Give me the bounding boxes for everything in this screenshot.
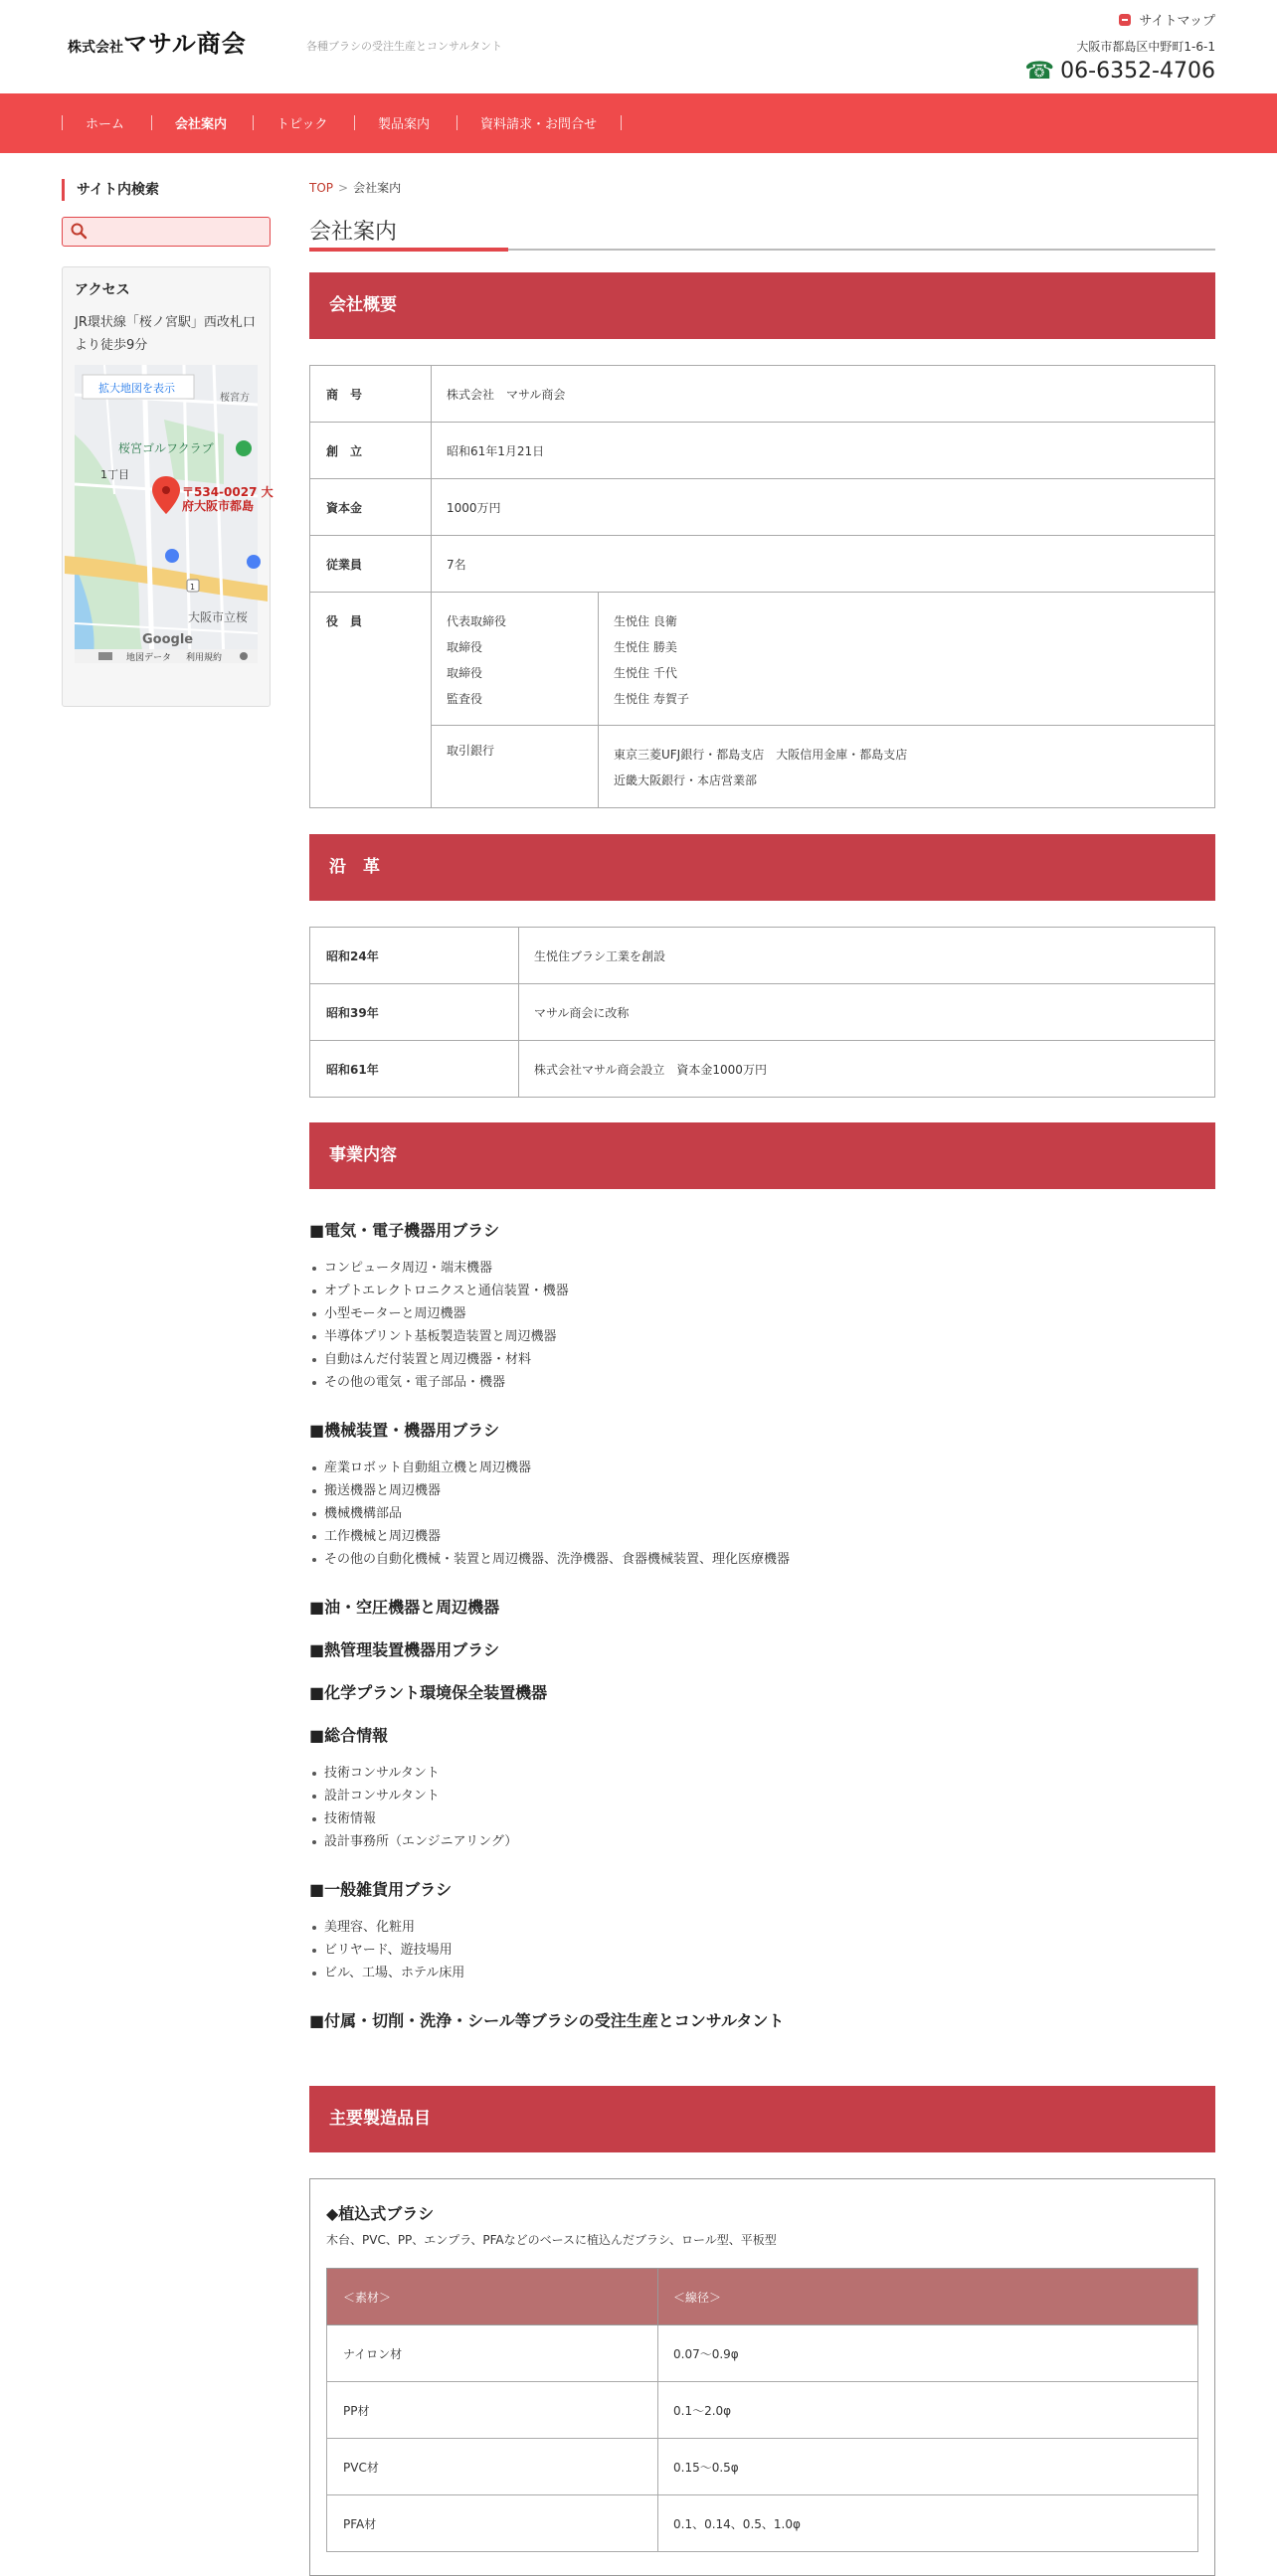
access-directions: JR環状線「桜ノ宮駅」西改札口より徒歩9分 <box>75 315 256 353</box>
history-year: 昭和39年 <box>310 984 519 1041</box>
phone-number-text: 06-6352-4706 <box>1060 58 1215 84</box>
table-value-name: 株式会社 マサル商会 <box>432 366 1215 423</box>
title-underline-accent <box>309 248 508 252</box>
table-label-officers: 役 員 <box>310 593 432 808</box>
map-label-golf: 桜宮ゴルフクラブ <box>118 441 214 455</box>
logo-small-text: 株式会社 <box>68 40 123 56</box>
business-subheading-household: ■一般雑貨用ブラシ <box>309 1880 453 1899</box>
history-event: 生悦住ブラシ工業を創設 <box>519 928 1215 984</box>
list-item: 小型モーターと周辺機器 <box>309 1302 569 1325</box>
officer-name: 生悦住 勝美 <box>614 640 677 654</box>
table-row <box>310 726 1215 808</box>
list-item: ビリヤード、遊技場用 <box>309 1939 464 1962</box>
business-list-electrical <box>309 1257 569 1394</box>
table-row <box>310 928 1215 984</box>
business-subheading-thermal: ■熱管理装置機器用ブラシ <box>309 1640 500 1659</box>
product-planted-brush-box <box>309 2178 1215 2576</box>
table-label-capital: 資本金 <box>310 479 432 536</box>
company-address: 大阪市都島区中野町1-6-1 <box>1076 40 1215 54</box>
search-icon[interactable] <box>71 223 87 239</box>
company-overview-table <box>309 365 1215 808</box>
officer-name: 生悦住 千代 <box>614 666 677 680</box>
business-list-household <box>309 1916 464 1984</box>
svg-text:1: 1 <box>190 583 196 592</box>
sitemap-icon <box>1119 14 1131 26</box>
site-search-box <box>62 217 271 247</box>
bank-line: 近畿大阪銀行・本店営業部 <box>614 773 758 787</box>
table-label-founded: 創 立 <box>310 423 432 479</box>
search-input[interactable] <box>92 221 262 243</box>
bank-line: 東京三菱UFJ銀行・都島支店 大阪信用金庫・都島支店 <box>614 748 908 762</box>
nav-divider <box>621 115 622 130</box>
sitemap-link[interactable] <box>1119 10 1215 29</box>
table-label-name: 商 号 <box>310 366 432 423</box>
business-list-machinery <box>309 1457 790 1571</box>
phone-number[interactable] <box>1024 57 1215 85</box>
officer-name: 生悦住 良衛 <box>614 614 677 628</box>
business-subheading-chemical: ■化学プラント環境保全装置機器 <box>309 1683 548 1702</box>
list-item: その他の自動化機械・装置と周辺機器、洗浄機器、食器機械装置、理化医療機器 <box>309 1548 790 1571</box>
list-item: その他の電気・電子部品・機器 <box>309 1371 569 1394</box>
product-material: PFA材 <box>327 2495 658 2552</box>
table-row <box>327 2382 1198 2439</box>
product-diameter: 0.07～0.9φ <box>658 2325 1198 2382</box>
list-item: 機械機構部品 <box>309 1502 790 1525</box>
table-value-bank <box>599 726 1215 808</box>
product-material: PP材 <box>327 2382 658 2439</box>
map-pin-label-2: 府大阪市都島 <box>182 499 255 513</box>
product-diameter: 0.1、0.14、0.5、1.0φ <box>658 2495 1198 2552</box>
list-item: 搬送機器と周辺機器 <box>309 1479 790 1502</box>
table-row <box>310 366 1215 423</box>
history-event: 株式会社マサル商会設立 資本金1000万円 <box>519 1041 1215 1098</box>
list-item: 自動はんだ付装置と周辺機器・材料 <box>309 1348 569 1371</box>
officer-role: 取締役 <box>447 640 483 654</box>
history-event: マサル商会に改称 <box>519 984 1215 1041</box>
table-row <box>310 984 1215 1041</box>
table-row <box>327 2439 1198 2495</box>
section-heading-history: 沿 革 <box>309 834 1215 901</box>
table-row <box>327 2495 1198 2552</box>
phone-icon: ☎ <box>1024 57 1055 85</box>
map-pin-label-1: 〒534-0027 大 <box>182 485 274 499</box>
list-item: 設計事務所（エンジニアリング） <box>309 1830 517 1853</box>
table-row <box>310 593 1215 726</box>
list-item: 技術コンサルタント <box>309 1762 517 1785</box>
breadcrumb-separator: > <box>338 181 349 195</box>
map-data-link[interactable]: 地図データ <box>126 653 172 663</box>
page-title: 会社案内 <box>309 220 398 245</box>
map-label-chome: 1丁目 <box>100 468 129 481</box>
product-diameter: 0.1～2.0φ <box>658 2382 1198 2439</box>
site-tagline: 各種ブラシの受注生産とコンサルタント <box>306 40 503 53</box>
table-label-bank: 取引銀行 <box>432 726 599 808</box>
google-map[interactable] <box>75 365 274 663</box>
breadcrumb-top-link[interactable]: TOP <box>309 181 334 195</box>
map-graphic[interactable] <box>75 365 274 663</box>
list-item: ビル、工場、ホテル床用 <box>309 1962 464 1984</box>
product-diameter: 0.15～0.5φ <box>658 2439 1198 2495</box>
history-table <box>309 927 1215 1098</box>
officer-name: 生悦住 寿賀子 <box>614 692 689 706</box>
business-subheading-machinery: ■機械装置・機器用ブラシ <box>309 1421 500 1440</box>
list-item: 半導体プリント基板製造装置と周辺機器 <box>309 1325 569 1348</box>
google-logo: Google <box>142 632 194 647</box>
business-subheading-general: ■総合情報 <box>309 1726 389 1745</box>
site-header <box>0 0 1277 93</box>
map-label-sakuragu: 桜宮方 <box>220 393 250 404</box>
officer-roles <box>432 593 599 726</box>
list-item: 設計コンサルタント <box>309 1785 517 1807</box>
product-spec-table <box>326 2268 1198 2552</box>
list-item: 工作機械と周辺機器 <box>309 1525 790 1548</box>
map-terms-link[interactable]: 利用規約 <box>186 653 223 663</box>
table-row <box>310 536 1215 593</box>
nav-item-products[interactable]: 製品案内 <box>354 113 430 132</box>
business-subheading-electrical: ■電気・電子機器用ブラシ <box>309 1221 500 1240</box>
table-label-employees: 従業員 <box>310 536 432 593</box>
list-item: コンピュータ周辺・端末機器 <box>309 1257 569 1280</box>
access-widget <box>62 266 274 707</box>
product-planted-title: ◆植込式ブラシ <box>326 2204 435 2223</box>
list-item: 産業ロボット自動組立機と周辺機器 <box>309 1457 790 1479</box>
list-item: 美理容、化粧用 <box>309 1916 464 1939</box>
map-label-bottom: 大阪市立桜 <box>188 610 249 624</box>
officer-role: 代表取締役 <box>447 614 507 628</box>
product-material: ナイロン材 <box>327 2325 658 2382</box>
sitemap-label: サイトマップ <box>1139 14 1215 29</box>
table-row <box>310 479 1215 536</box>
table-header-material: ＜素材＞ <box>327 2269 658 2325</box>
officer-role: 取締役 <box>447 666 483 680</box>
global-nav <box>0 93 1277 153</box>
section-heading-business: 事業内容 <box>309 1122 1215 1189</box>
table-value-capital: 1000万円 <box>432 479 1215 536</box>
nav-item-topics[interactable]: トピック <box>253 113 327 132</box>
product-material: PVC材 <box>327 2439 658 2495</box>
table-value-employees: 7名 <box>432 536 1215 593</box>
breadcrumb-current: 会社案内 <box>353 181 402 195</box>
history-year: 昭和24年 <box>310 928 519 984</box>
product-planted-description: 木台、PVC、PP、エンプラ、PFAなどのベースに植込んだブラシ、ロール型、平板型 <box>326 2233 777 2247</box>
list-item: 技術情報 <box>309 1807 517 1830</box>
nav-item-company[interactable]: 会社案内 <box>151 113 227 132</box>
site-search-title: サイト内検索 <box>62 179 159 201</box>
history-year: 昭和61年 <box>310 1041 519 1098</box>
table-header-diameter: ＜線径＞ <box>658 2269 1198 2325</box>
site-logo[interactable] <box>68 24 247 59</box>
breadcrumb <box>309 179 401 196</box>
section-heading-overview: 会社概要 <box>309 272 1215 339</box>
officer-role: 監査役 <box>447 692 483 706</box>
business-list-general <box>309 1762 517 1853</box>
list-item: オプトエレクトロニクスと通信装置・機器 <box>309 1280 569 1302</box>
table-row <box>310 1041 1215 1098</box>
nav-item-contact[interactable]: 資料請求・お問合せ <box>456 113 597 132</box>
access-title: アクセス <box>75 282 130 298</box>
nav-item-home[interactable]: ホーム <box>62 113 124 132</box>
table-row <box>327 2325 1198 2382</box>
section-heading-products: 主要製造品目 <box>309 2086 1215 2152</box>
map-enlarge-link[interactable]: 拡大地図を表示 <box>98 382 175 395</box>
table-header-row <box>327 2269 1198 2325</box>
logo-main-text: マサル商会 <box>123 30 247 58</box>
table-row <box>310 423 1215 479</box>
business-subheading-custom: ■付属・切削・洗浄・シール等ブラシの受注生産とコンサルタント <box>309 2011 785 2030</box>
table-value-founded: 昭和61年1月21日 <box>432 423 1215 479</box>
officer-names <box>599 593 1215 726</box>
business-subheading-oil: ■油・空圧機器と周辺機器 <box>309 1598 500 1617</box>
